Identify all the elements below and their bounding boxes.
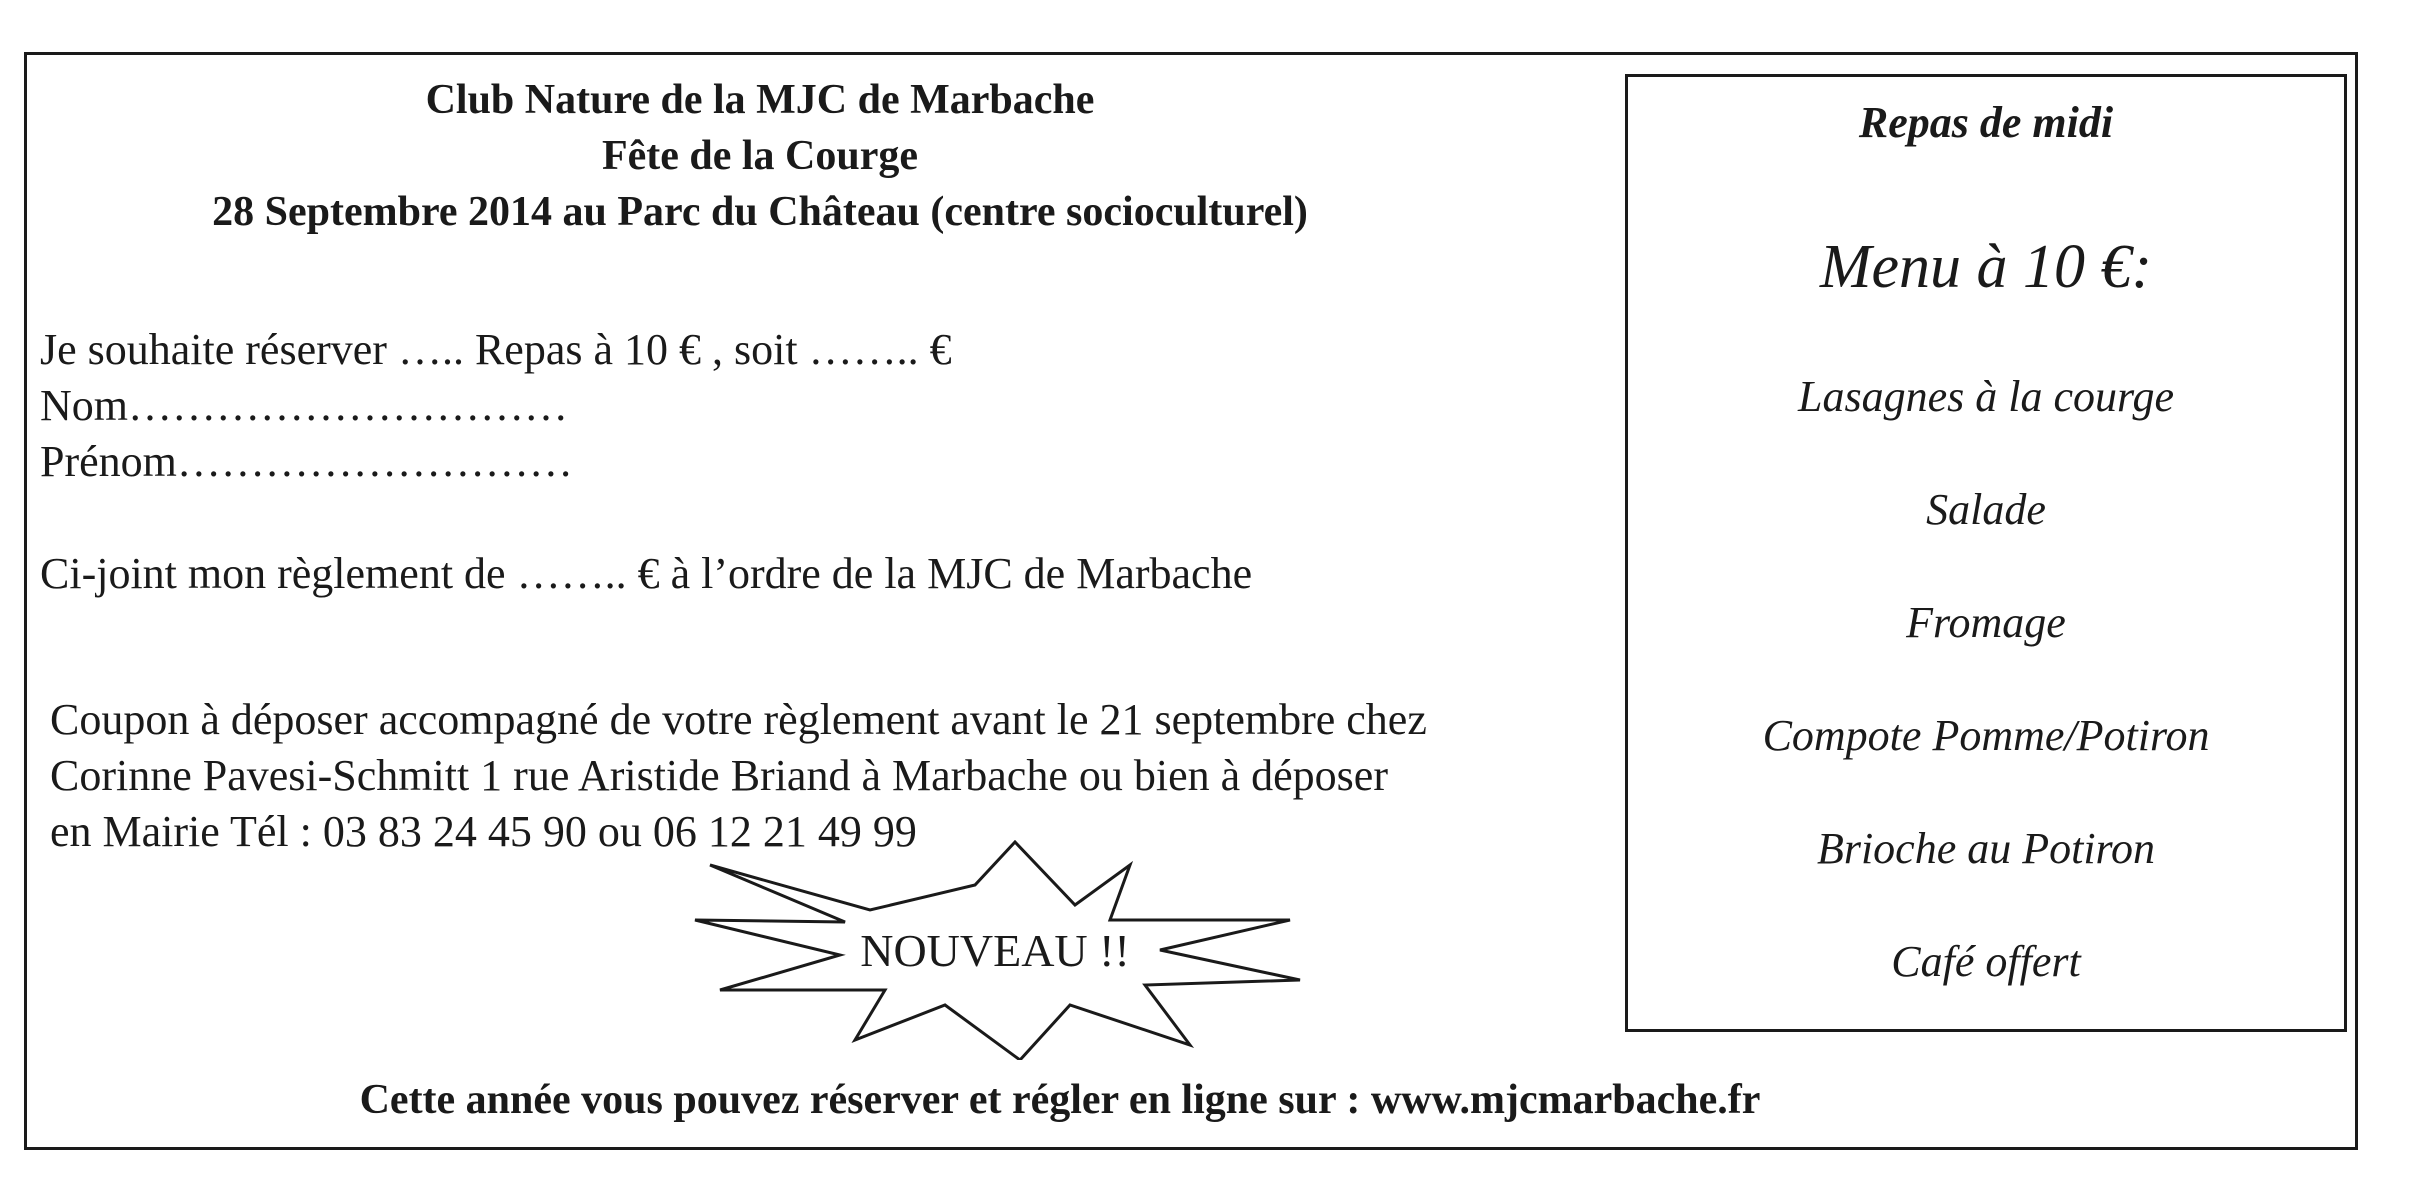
reservation-form	[40, 322, 1580, 602]
menu-price: Menu à 10 €:	[1819, 233, 2153, 301]
reserve-line: Je souhaite réserver ….. Repas à 10 € , soit …….. €	[40, 325, 952, 374]
nouveau-label: NOUVEAU !!	[860, 924, 1130, 976]
event-title: Fête de la Courge	[601, 133, 919, 179]
menu-item: Fromage	[1906, 598, 2066, 647]
menu-item: Brioche au Potiron	[1816, 824, 2156, 873]
nom-line: Nom…………………………	[40, 381, 568, 430]
menu-item: Compote Pomme/Potiron	[1762, 711, 2210, 760]
online-booking-note: Cette année vous pouvez réserver et régler en ligne sur : www.mjcmarbache.fr	[359, 1077, 1761, 1123]
menu-title: Repas de midi	[1858, 98, 2114, 147]
instructions-line-3: en Mairie Tél : 03 83 24 45 90 ou 06 12 21 49 99	[50, 807, 917, 856]
coupon-instructions	[50, 692, 1610, 860]
instructions-line-1: Coupon à déposer accompagné de votre règlement avant le 21 septembre chez	[50, 695, 1427, 744]
payment-line: Ci-joint mon règlement de …….. € à l’ordre de la MJC de Marbache	[40, 549, 1253, 598]
nouveau-burst	[690, 840, 1310, 1060]
prenom-line: Prénom………………………	[40, 437, 573, 486]
menu-items	[1628, 369, 2344, 1047]
event-date-location: 28 Septembre 2014 au Parc du Château (centre socioculturel)	[212, 189, 1308, 235]
event-header	[60, 72, 1460, 240]
menu-box	[1625, 74, 2347, 1032]
club-title: Club Nature de la MJC de Marbache	[425, 77, 1095, 123]
menu-item: Café offert	[1891, 937, 2081, 986]
instructions-line-2: Corinne Pavesi-Schmitt 1 rue Aristide Briand à Marbache ou bien à déposer	[50, 751, 1388, 800]
menu-item: Lasagnes à la courge	[1797, 372, 2175, 421]
menu-item: Salade	[1926, 485, 2046, 534]
